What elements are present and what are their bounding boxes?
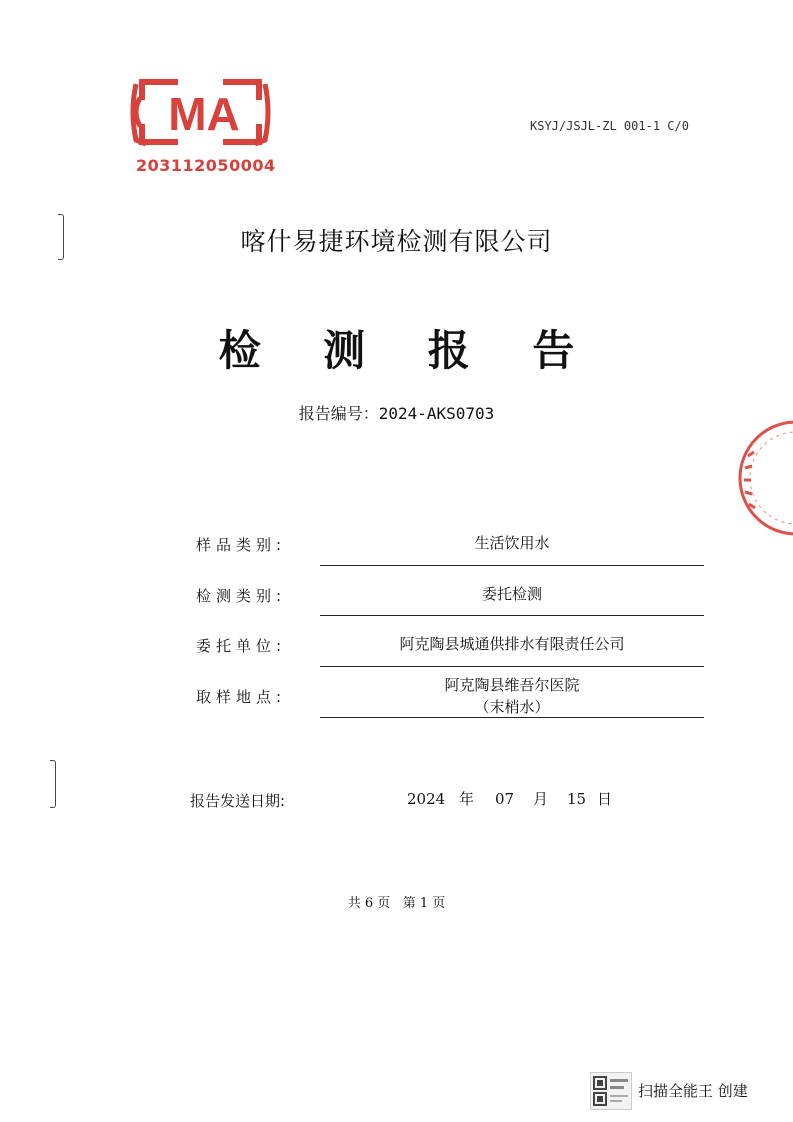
sampling-site-name: 阿克陶县维吾尔医院 xyxy=(444,676,580,694)
sample-category-label: 样品类别: xyxy=(196,536,287,554)
sampling-site-line xyxy=(320,717,704,718)
send-date-day: 15 xyxy=(567,790,587,808)
page-info: 共 6 页 第 1 页 xyxy=(347,896,446,911)
seal-stamp-partial xyxy=(718,418,793,538)
report-title: 检 测 报 告 xyxy=(218,326,599,375)
sampling-site-value xyxy=(320,674,704,718)
send-date-month-unit: 月 xyxy=(533,790,549,808)
scanner-watermark-text: 扫描全能王 创建 xyxy=(638,1082,748,1100)
test-category-value: 委托检测 xyxy=(481,585,542,603)
binding-mark-bottom xyxy=(50,760,56,808)
send-date-year-unit: 年 xyxy=(459,790,475,808)
document-code: KSYJ/JSJL-ZL 001-1 C/0 xyxy=(530,119,689,133)
sample-category-line xyxy=(320,565,704,566)
send-date-year: 2024 xyxy=(407,790,446,808)
report-number xyxy=(0,401,793,424)
send-date-label: 报告发送日期: xyxy=(190,792,286,810)
test-category-label: 检测类别: xyxy=(196,587,287,605)
test-category-line xyxy=(320,615,704,616)
send-date-month: 07 xyxy=(495,790,515,808)
sample-category-value: 生活饮用水 xyxy=(474,534,550,552)
company-name: 喀什易捷环境检测有限公司 xyxy=(240,227,553,256)
cma-certificate-number: 203112050004 xyxy=(136,156,276,175)
send-date-day-unit: 日 xyxy=(597,790,613,808)
cma-letters: MA xyxy=(168,88,240,140)
client-value: 阿克陶县城通供排水有限责任公司 xyxy=(399,635,625,653)
send-date xyxy=(407,788,612,810)
sampling-site-label: 取样地点: xyxy=(196,688,287,706)
camscanner-logo-icon xyxy=(590,1072,632,1110)
client-line xyxy=(320,666,704,667)
sampling-site-note: （末梢水） xyxy=(474,698,550,716)
report-number-label: 报告编号： xyxy=(298,404,379,423)
client-label: 委托单位: xyxy=(196,637,287,655)
cma-stamp-logo xyxy=(128,72,273,152)
report-number-value: 2024-AKS0703 xyxy=(378,404,495,423)
